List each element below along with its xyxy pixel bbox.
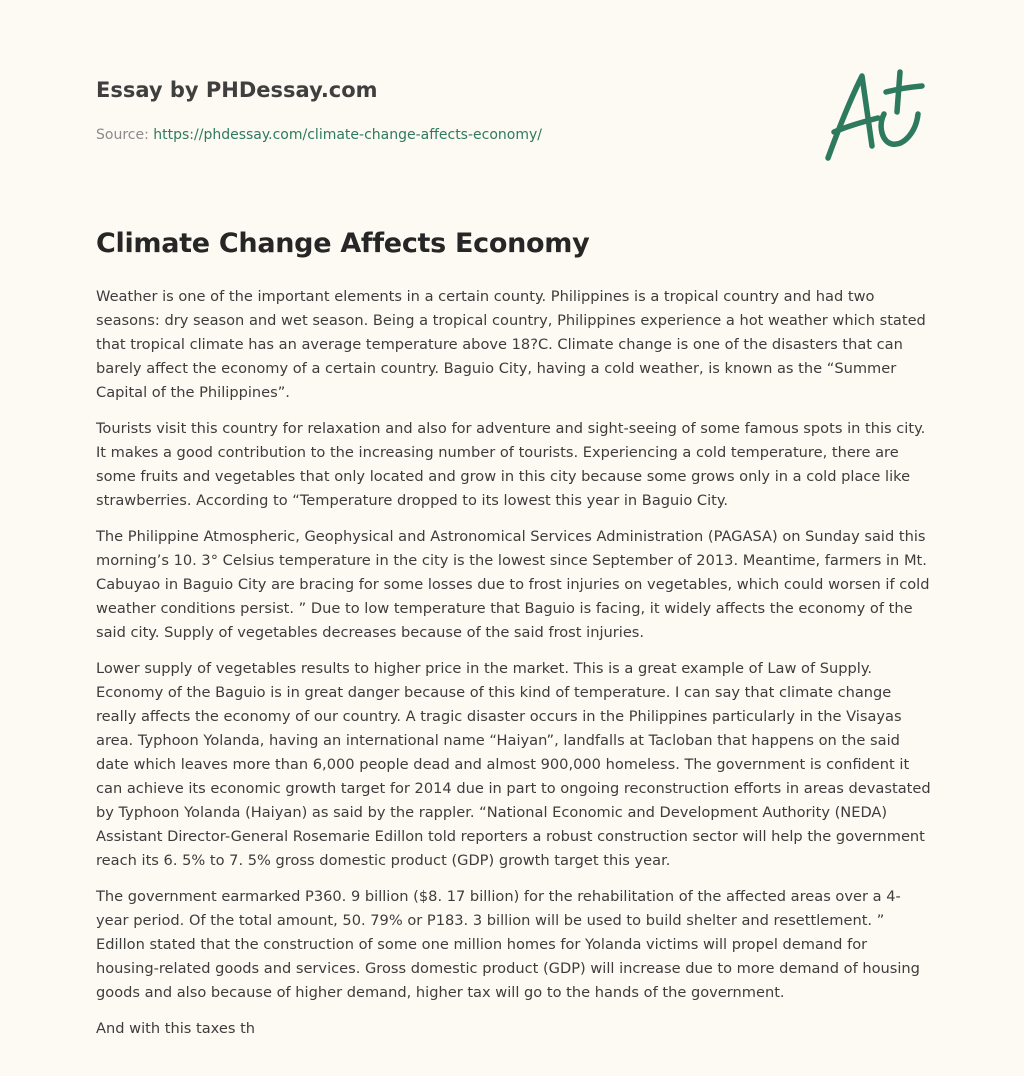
- essay-body: [96, 285, 932, 1053]
- a-plus-logo: [818, 66, 930, 166]
- site-title: Essay by PHDessay.com: [96, 78, 378, 102]
- essay-header: [96, 76, 796, 145]
- source-line: [96, 125, 796, 145]
- source-label: Source:: [96, 127, 149, 143]
- essay-paragraph: The government earmarked P360. 9 billion ($8. 17 billion) for the rehabilitation of the affected areas over a 4-year period. Of the total amount, 50. 79% or P183. 3 billion will be used to build shelter and resettlement. ” Edillon stated that the construction of some one million homes for Yolanda victims will propel demand for housing-related goods and services. Gross domestic product (GDP) will increase due to more demand of housing goods and also because of higher demand, higher tax will go to the hands of the government.: [96, 888, 920, 1001]
- essay-paragraph: Lower supply of vegetables results to higher price in the market. This is a great example of Law of Supply. Economy of the Baguio is in great danger because of this kind of temperature. I can say that climate change really affects the economy of our country. A tragic disaster occurs in the Philippines particularly in the Visayas area. Typhoon Yolanda, having an international name “Haiyan”, landfalls at Tacloban that happens on the said date which leaves more than 6,000 people dead and almost 900,000 homeless. The government is confident it can achieve its economic growth target for 2014 due in part to ongoing reconstruction efforts in areas devastated by Typhoon Yolanda (Haiyan) as said by the rappler. “National Economic and Development Authority (NEDA) Assistant Director-General Rosemarie Edillon told reporters a robust construction sector will help the government reach its 6. 5% to 7. 5% gross domestic product (GDP) growth target this year.: [96, 660, 931, 869]
- essay-title: Climate Change Affects Economy: [96, 228, 590, 259]
- essay-paragraph: Weather is one of the important elements in a certain county. Philippines is a tropical country and had two seasons: dry season and wet season. Being a tropical country, Philippines experience a hot weather which stated that tropical climate has an average temperature above 18?C. Climate change is one of the disasters that can barely affect the economy of a certain country. Baguio City, having a cold weather, is known as the “Summer Capital of the Philippines”.: [96, 288, 926, 401]
- essay-paragraph: And with this taxes th: [96, 1020, 256, 1037]
- essay-paragraph: Tourists visit this country for relaxation and also for adventure and sight-seeing of some famous spots in this city. It makes a good contribution to the increasing number of tourists. Experiencing a cold temperature, there are some fruits and vegetables that only located and grow in this city because some grows only in a cold place like strawberries. According to “Temperature dropped to its lowest this year in Baguio City.: [96, 420, 926, 509]
- source-link[interactable]: https://phdessay.com/climate-change-affects-economy/: [153, 127, 542, 143]
- essay-paragraph: The Philippine Atmospheric, Geophysical and Astronomical Services Administration (PAGASA) on Sunday said this morning’s 10. 3° Celsius temperature in the city is the lowest since September of 2013. Meantime, farmers in Mt. Cabuyao in Baguio City are bracing for some losses due to frost injuries on vegetables, which could worsen if cold weather conditions persist. ” Due to low temperature that Baguio is facing, it widely affects the economy of the said city. Supply of vegetables decreases because of the said frost injuries.: [96, 528, 930, 641]
